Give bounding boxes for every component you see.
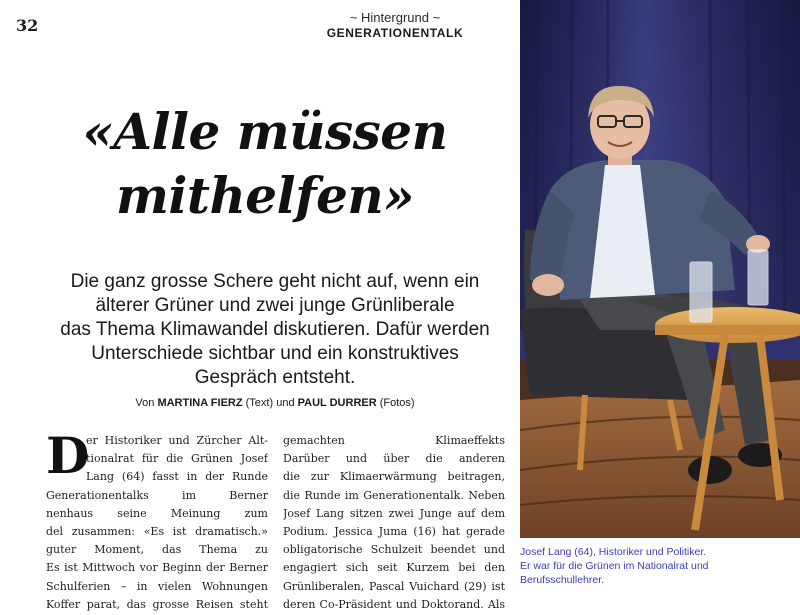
body-line: obligatorische Schulzeit beendet und (283, 543, 505, 557)
headline-line-1: «Alle müssen (82, 102, 448, 161)
byline-photographer-role: (Fotos) (379, 397, 415, 409)
body-line: del zusammen: «Es ist dramatisch.» (46, 524, 268, 538)
body-line: Josef Lang sitzen zwei Junge auf dem (283, 506, 505, 520)
rubric (300, 9, 490, 41)
portrait-illustration (520, 0, 800, 538)
body-line: gemachten Klimaeffekts (283, 434, 505, 447)
body-column-1 (46, 426, 268, 614)
body-line: deren Co-Präsident und Doktorand. Als (283, 597, 505, 611)
body-line: er Historiker und Zürcher Alt- (86, 434, 268, 447)
caption-line-3: Berufsschullehrer. (520, 574, 605, 586)
lead-line-5: Gespräch entsteht. (194, 367, 356, 388)
caption-line-1: Josef Lang (64), Historiker und Politiker. (520, 546, 707, 558)
body-column-2 (283, 432, 505, 614)
rubric-topic: GENERATIONENTALK (326, 26, 464, 40)
byline-connector: und (276, 397, 295, 409)
headline (30, 100, 500, 228)
body-line: Grünliberalen, Pascal Vuichard (29) ist (283, 579, 505, 593)
body-line: guter Moment, das Thema zu (46, 543, 268, 557)
body-line: tionalrat für die Grünen Josef (86, 452, 268, 466)
lead-line-3: das Thema Klimawandel diskutieren. Dafür werden (60, 319, 490, 340)
rubric-section: ~ Hintergrund ~ (349, 10, 441, 25)
body-line: engagiert sich seit Kurzem bei den (283, 561, 505, 575)
lead-line-4: Unterschiede sichtbar und ein konstruktives (91, 343, 459, 364)
drop-cap: D (46, 426, 90, 485)
byline (40, 397, 510, 409)
byline-prefix: Von (135, 397, 155, 409)
body-line: Podium. Jessica Juma (16) hat gerade (283, 524, 505, 538)
body-line: die zur Klimaerwärmung beitragen, (283, 470, 505, 484)
caption-line-2: Er war für die Grünen im Nationalrat und (520, 560, 709, 572)
body-line: Es ist Mittwoch vor Beginn der Berner (46, 561, 268, 575)
byline-author: MARTINA FIERZ (157, 397, 243, 409)
lead-line-2: älterer Grüner und zwei junge Grünliberale (95, 295, 455, 316)
body-line: Koffer parat, das grosse Reisen steht (46, 597, 268, 611)
lead-paragraph (40, 270, 510, 390)
photo-caption (520, 545, 790, 587)
headline-line-2: mithelfen» (115, 166, 415, 225)
lead-line-1: Die ganz grosse Schere geht nicht auf, wenn ein (70, 271, 480, 292)
body-line: Schulferien – in vielen Wohnungen (46, 579, 268, 593)
page-number: 32 (16, 16, 39, 35)
body-line: nenhaus seine Meinung zum (46, 506, 268, 520)
body-line: Generationentalks im Berner (46, 488, 268, 502)
body-line: Darüber und über die anderen (283, 452, 505, 466)
byline-photographer: PAUL DURRER (297, 397, 377, 409)
body-line: Lang (64) fasst in der Runde (86, 470, 268, 484)
portrait-photo (520, 0, 800, 538)
byline-author-role: (Text) (245, 397, 274, 409)
body-line: die Runde im Generationentalk. Neben (283, 488, 505, 502)
